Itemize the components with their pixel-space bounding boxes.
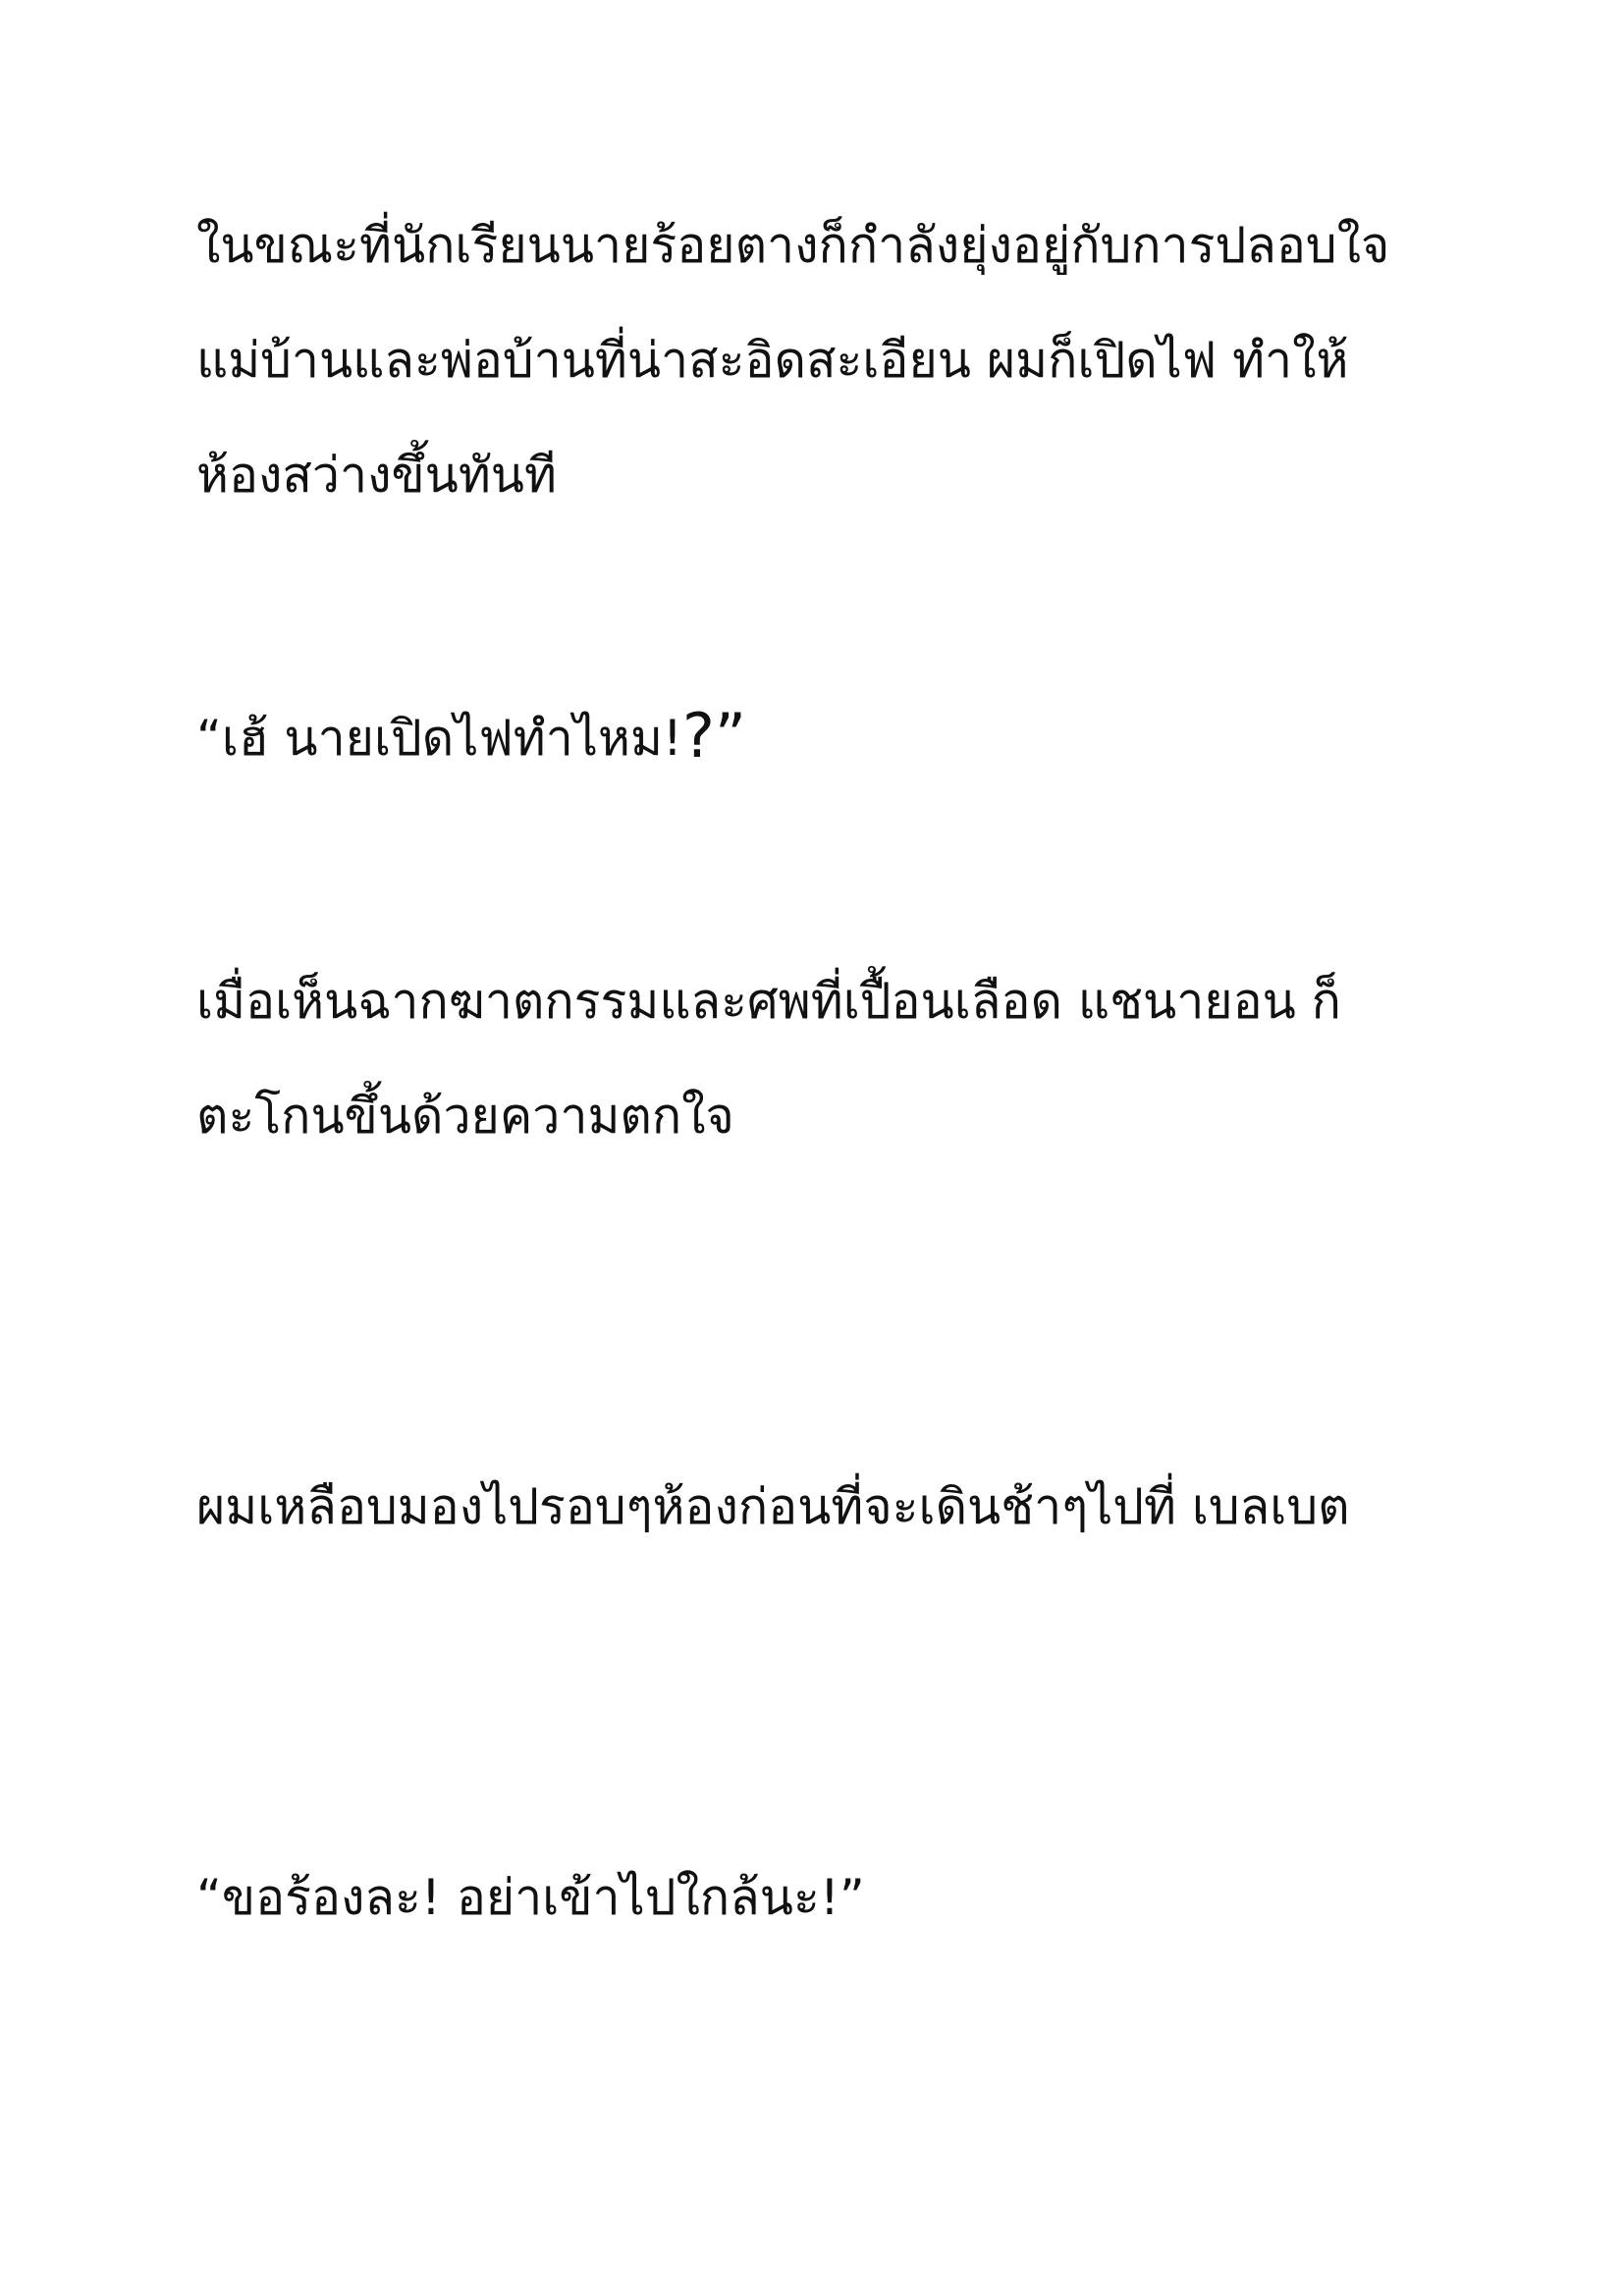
dialogue-line-2: “ขอร้องละ! อย่าเข้าไปใกล้นะ!” [196,1869,865,1926]
dialogue-text: “เฮ้ นายเปิดไฟทำไหม! [196,710,682,767]
paragraph-4-line-1: ผมเหลือบมองไปรอบๆห้องก่อนที่จะเดินช้าๆไปที่ เบลเบต [196,1478,1350,1535]
paragraph-1-line-1: ในขณะที่นักเรียนนายร้อยตางก็กำลังยุ่งอยู่กับการปลอบใจ [196,217,1390,274]
paragraph-3-line-1: เมื่อเห็นฉากฆาตกรรมและศพที่เปื้อนเลือด แชนายอน ก็ [196,973,1341,1030]
paragraph-1-line-2: แม่บ้านและพ่อบ้านที่น่าสะอิดสะเอียน ผมก็เปิดไฟ ทำให้ [196,332,1349,389]
dialogue-line-1 [196,702,746,773]
paragraph-1-line-3: ห้องสว่างขึ้นทันที [196,447,557,504]
dialogue-close-quote: ” [714,700,746,772]
dialogue-question-mark: ? [681,700,715,772]
paragraph-3-line-2: ตะโกนขึ้นด้วยความตกใจ [196,1088,734,1145]
